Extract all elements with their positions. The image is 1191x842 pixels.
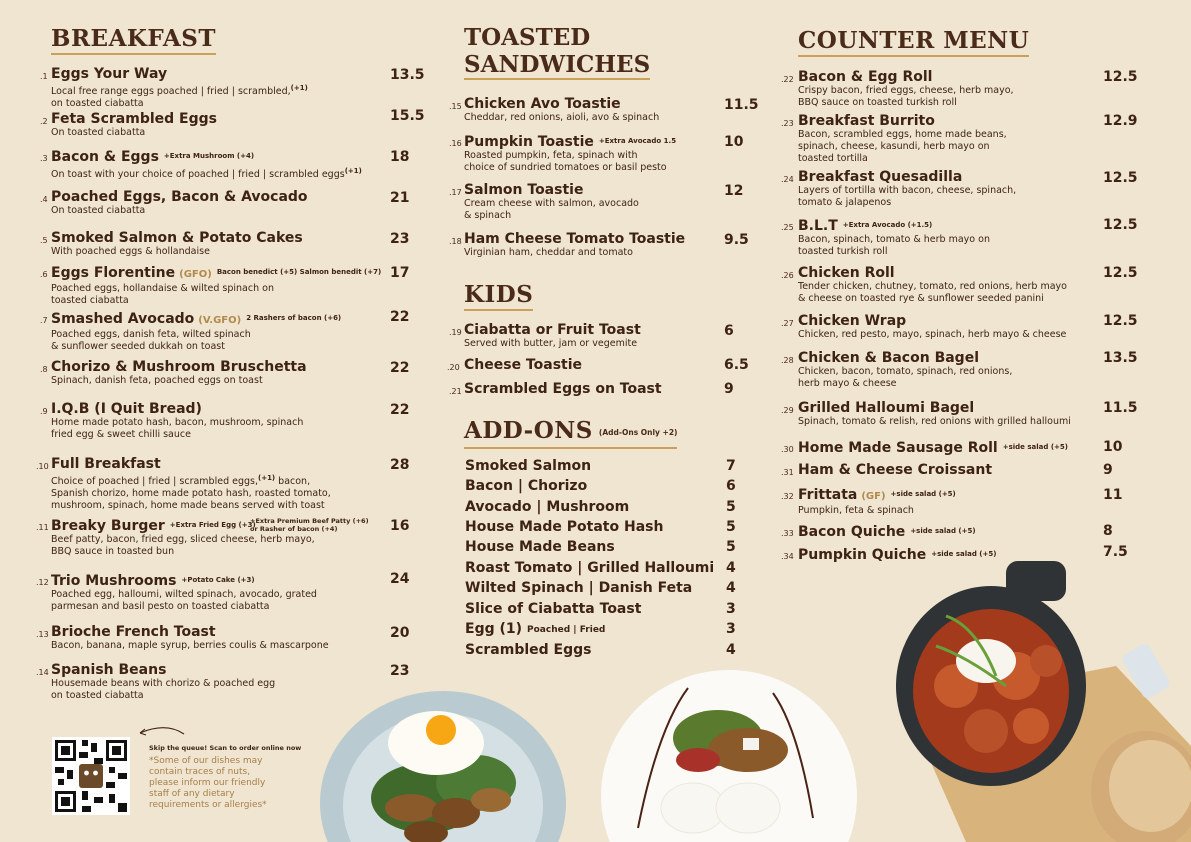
addon-item: Wilted Spinach | Danish Feta [465, 580, 693, 596]
addon-price: 4 [726, 560, 736, 576]
item-price: 11.5 [1103, 400, 1138, 416]
eggs-mushroom-plate [316, 688, 570, 842]
menu-item: .12 Trio Mushrooms $^{+Potato Cake (+3)}$ Poached egg, halloumi, wilted spinach, avocado, grated parmesan and basil pesto on toasted ciabatta [36, 573, 317, 612]
item-price: 13.5 [1103, 350, 1138, 366]
menu-item: .8 Chorizo & Mushroom Bruschetta Spinach, danish feta, poached eggs on toast [40, 359, 307, 386]
kids-heading: KIDS [464, 281, 533, 311]
item-price: 12 [724, 183, 744, 199]
item-price: 22 [390, 402, 410, 418]
addon-item: House Made Beans [465, 539, 615, 555]
menu-item: .11 Breaky Burger $^{+Extra Fried Egg (+3)}$ Beef patty, bacon, fried egg, sliced cheese, herb mayo, BBQ sauce in toasted bun [36, 518, 315, 557]
menu-item: .33 Bacon Quiche $^{+side salad (+5)}$ [781, 524, 976, 540]
menu-item: .21 Scrambled Eggs on Toast [449, 381, 662, 397]
item-price: 22 [390, 360, 410, 376]
menu-item: .22 Bacon & Egg Roll Crispy bacon, fried eggs, cheese, herb mayo, BBQ sauce on toasted turkish roll [781, 69, 1014, 108]
menu-item: .19 Ciabatta or Fruit Toast Served with butter, jam or vegemite [449, 322, 641, 349]
item-price: 15.5 [390, 108, 425, 124]
item-price: 6 [724, 323, 734, 339]
counter-heading: COUNTER MENU [798, 27, 1029, 57]
item-price: 21 [390, 190, 410, 206]
menu-item: .4 Poached Eggs, Bacon & Avocado On toasted ciabatta [40, 189, 308, 216]
addon-price: 4 [726, 580, 736, 596]
item-price: 18 [390, 149, 410, 165]
curved-arrow-icon [136, 724, 186, 740]
menu-item: .13 Brioche French Toast Bacon, banana, maple syrup, berries coulis & mascarpone [36, 624, 329, 651]
item-price: 28 [390, 457, 410, 473]
item-price: 8 [1103, 523, 1113, 539]
menu-item: .32 Frittata (GF) $^{+side salad (+5)}$ Pumpkin, feta & spinach [781, 487, 956, 516]
item-price: 9 [724, 381, 734, 397]
menu-item: .25 B.L.T $^{+Extra Avocado (+1.5)}$ Bacon, spinach, tomato & herb mayo on toasted turkish roll [781, 218, 990, 257]
toasted-heading: TOASTED SANDWICHES [464, 24, 651, 78]
burger-extras-note: +Extra Premium Beef Patty (+6) or Rasher of bacon (+4) [250, 517, 369, 533]
menu-item: .10 Full Breakfast Choice of poached | fried | scrambled eggs,$^{(+1)}$ bacon, Spanish chorizo, home made potato hash, roasted tomato, mushroom, spinach, home made beans served with toast [36, 456, 331, 511]
addon-price: 6 [726, 478, 736, 494]
item-price: 12.5 [1103, 217, 1138, 233]
menu-item: .7 Smashed Avocado (V.GFO) $^{2 Rashers of bacon (+6)}$ Poached eggs, danish feta, wilted spinach & sunflower seeded dukkah on toast [40, 311, 342, 352]
scan-to-order-text: Skip the queue! Scan to order online now [149, 744, 302, 752]
allergy-note: *Some of our dishes may contain traces of nuts, please inform our friendly staff of any dietary requirements or allergies* [149, 756, 267, 810]
item-price: 7.5 [1103, 544, 1128, 560]
menu-item: .3 Bacon & Eggs $^{+Extra Mushroom (+4)}$ On toast with your choice of poached | fried | scrambled eggs$^{(+1)}$ [40, 149, 362, 180]
addon-item: Bacon | Chorizo [465, 478, 588, 494]
addon-price: 7 [726, 458, 736, 474]
item-price: 11.5 [724, 97, 759, 113]
menu-item: .5 Smoked Salmon & Potato Cakes With poached eggs & hollandaise [40, 230, 303, 257]
item-price: 16 [390, 518, 410, 534]
item-price: 12.5 [1103, 69, 1138, 85]
addon-item: Roast Tomato | Grilled Halloumi [465, 560, 715, 576]
addon-price: 3 [726, 601, 736, 617]
item-price: 20 [390, 625, 410, 641]
menu-item: .2 Feta Scrambled Eggs On toasted ciabatta [40, 111, 217, 138]
breakfast-heading: BREAKFAST [51, 25, 216, 55]
addon-price: 3 [726, 621, 736, 637]
addon-price: 4 [726, 642, 736, 658]
menu-item: .17 Salmon Toastie Cream cheese with salmon, avocado & spinach [449, 182, 639, 221]
addon-price: 5 [726, 499, 736, 515]
item-price: 23 [390, 231, 410, 247]
poached-eggs-plate [598, 668, 860, 842]
menu-item: .1 Eggs Your Way Local free range eggs poached | fried | scrambled,$^{(+1)}$ on toasted ciabatta [40, 66, 308, 109]
menu-item: .18 Ham Cheese Tomato Toastie Virginian ham, cheddar and tomato [449, 231, 686, 258]
addon-item: House Made Potato Hash [465, 519, 664, 535]
menu-item: .28 Chicken & Bacon Bagel Chicken, bacon, tomato, spinach, red onions, herb mayo & cheese [781, 350, 1013, 389]
addon-item: Smoked Salmon [465, 458, 592, 474]
addons-heading: ADD-ONS (Add-Ons Only +2) [464, 417, 677, 449]
addon-item: Egg (1) Poached | Fried [465, 621, 606, 637]
menu-item: .14 Spanish Beans Housemade beans with chorizo & poached egg on toasted ciabatta [36, 662, 276, 701]
item-price: 22 [390, 309, 410, 325]
chorizo-skillet [866, 556, 1191, 842]
item-price: 9.5 [724, 232, 749, 248]
qr-code-icon[interactable] [52, 737, 130, 815]
menu-item: .16 Pumpkin Toastie $^{+Extra Avocado 1.5}$ Roasted pumpkin, feta, spinach with choice of sundried tomatoes or basil pesto [449, 134, 677, 173]
menu-item: .34 Pumpkin Quiche $^{+side salad (+5)}$ [781, 547, 997, 563]
menu-item: .26 Chicken Roll Tender chicken, chutney, tomato, red onions, herb mayo & cheese on toasted rye & sunflower seeded panini [781, 265, 1067, 304]
menu-item: .27 Chicken Wrap Chicken, red pesto, mayo, spinach, herb mayo & cheese [781, 313, 1067, 340]
menu-item: .29 Grilled Halloumi Bagel Spinach, tomato & relish, red onions with grilled halloumi [781, 400, 1071, 427]
menu-item: .23 Breakfast Burrito Bacon, scrambled eggs, home made beans, spinach, cheese, kasundi, herb mayo on toasted tortilla [781, 113, 1007, 164]
menu-item: .31 Ham & Cheese Croissant [781, 462, 993, 478]
item-price: 10 [1103, 439, 1123, 455]
item-price: 17 [390, 265, 410, 281]
item-price: 12.5 [1103, 313, 1138, 329]
addon-price: 5 [726, 539, 736, 555]
addon-item: Slice of Ciabatta Toast [465, 601, 642, 617]
item-price: 12.5 [1103, 265, 1138, 281]
item-price: 12.5 [1103, 170, 1138, 186]
menu-item: .15 Chicken Avo Toastie Cheddar, red onions, aioli, avo & spinach [449, 96, 660, 123]
item-price: 24 [390, 571, 410, 587]
addon-price: 5 [726, 519, 736, 535]
addon-item: Scrambled Eggs [465, 642, 592, 658]
item-price: 12.9 [1103, 113, 1138, 129]
menu-item: .30 Home Made Sausage Roll $^{+side salad (+5)}$ [781, 440, 1068, 456]
item-price: 10 [724, 134, 744, 150]
item-price: 11 [1103, 487, 1123, 503]
menu-item: .24 Breakfast Quesadilla Layers of tortilla with bacon, cheese, spinach, tomato & jalapenos [781, 169, 1017, 208]
menu-item: .20 Cheese Toastie [447, 357, 583, 373]
menu-item: .9 I.Q.B (I Quit Bread) Home made potato hash, bacon, mushroom, spinach fried egg & sweet chilli sauce [40, 401, 304, 440]
item-price: 9 [1103, 462, 1113, 478]
menu-item: .6 Eggs Florentine (GFO) $^{Bacon benedict (+5) Salmon benedit (+7)}$ Poached eggs, hollandaise & wilted spinach on toasted ciabatta [40, 265, 382, 306]
item-price: 6.5 [724, 357, 749, 373]
addon-item: Avocado | Mushroom [465, 499, 630, 515]
item-price: 23 [390, 663, 410, 679]
item-price: 13.5 [390, 67, 425, 83]
